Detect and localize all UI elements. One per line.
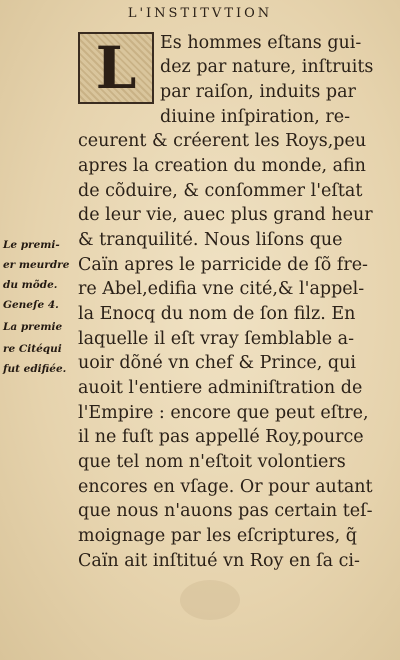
body-line: auoit l'entiere adminiſtration de <box>78 378 363 398</box>
paper-stain <box>180 580 240 620</box>
body-line: dez par nature, inſtruits <box>160 57 374 77</box>
body-line: uoir dõné vn chef & Prince, qui <box>78 353 356 373</box>
margin-note: du mõde. <box>3 279 58 291</box>
body-line: diuine inſpiration, re- <box>160 107 350 127</box>
body-line: laquelle il eſt vray ſemblable a- <box>78 329 355 349</box>
body-line: ceurent & créerent les Roys,peu <box>78 131 367 151</box>
margin-note: fut edifiée. <box>3 363 67 375</box>
body-line: apres la creation du monde, afin <box>78 156 366 176</box>
margin-note: re Citéqui <box>3 343 62 355</box>
body-line: Caïn apres le parricide de ſõ fre- <box>78 255 368 275</box>
body-line: Caïn ait inſtitué vn Roy en ſa ci- <box>78 551 360 571</box>
body-line: de cõduire, & conſommer l'eſtat <box>78 181 363 201</box>
body-line: encores en vſage. Or pour autant <box>78 477 373 497</box>
body-line: Es hommes eſtans gui- <box>160 33 362 53</box>
body-line: & tranquilité. Nous liſons que <box>78 230 343 250</box>
body-line: l'Empire : encore que peut eſtre, <box>78 403 369 423</box>
margin-note: La premie <box>3 321 63 333</box>
body-line: moignage par les eſcriptures, q̃ <box>78 526 357 546</box>
body-line: la Enocq du nom de ſon filz. En <box>78 304 356 324</box>
running-head: L'INSTITVTION <box>127 6 273 21</box>
body-line: que tel nom n'eſtoit volontiers <box>78 452 346 472</box>
initial-letter: L <box>95 34 137 102</box>
margin-note: er meurdre <box>3 259 70 271</box>
body-line: que nous n'auons pas certain teſ- <box>78 501 373 521</box>
margin-note: Le premi- <box>3 239 60 251</box>
margin-note: Geneſe 4. <box>3 299 59 311</box>
body-line: re Abel,edifia vne cité,& l'appel- <box>78 279 365 299</box>
body-line: il ne fuſt pas appellé Roy,pource <box>78 427 364 447</box>
decorated-initial <box>78 32 154 104</box>
body-line: par raiſon, induits par <box>160 82 356 102</box>
body-line: de leur vie, auec plus grand heur <box>78 205 373 225</box>
